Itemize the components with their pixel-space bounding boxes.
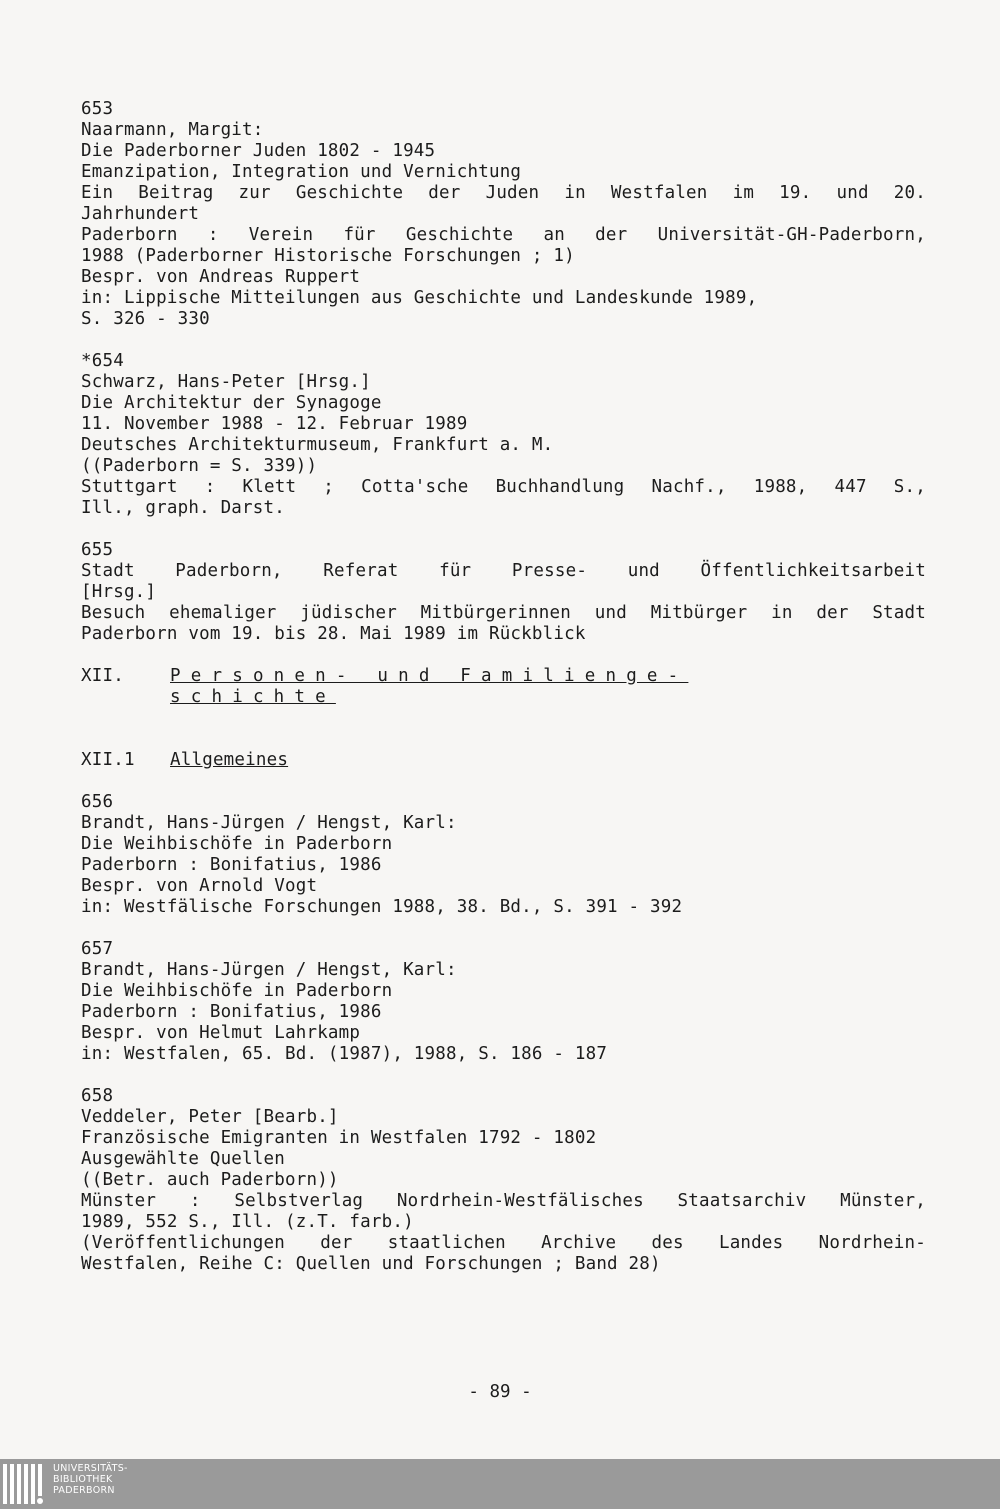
entry-number: 653 <box>81 99 114 119</box>
subsection-title: Allgemeines <box>170 750 289 770</box>
entry-line: Brandt, Hans-Jürgen / Hengst, Karl: <box>81 960 457 980</box>
logo-line: PADERBORN <box>53 1485 115 1496</box>
entry-line: Brandt, Hans-Jürgen / Hengst, Karl: <box>81 813 457 833</box>
entry-658 <box>81 1086 926 1275</box>
entry-line: Stuttgart : Klett ; Cotta'sche Buchhandlung Nachf., 1988, 447 S., <box>81 477 926 497</box>
entry-line: Veddeler, Peter [Bearb.] <box>81 1107 339 1127</box>
section-title <box>170 666 688 708</box>
entry-number: 658 <box>81 1086 114 1106</box>
page-number: - 89 - <box>468 1382 532 1402</box>
entry-line: Die Paderborner Juden 1802 - 1945 <box>81 141 436 161</box>
entry-line: Ausgewählte Quellen <box>81 1149 285 1169</box>
entry-line: [Hrsg.] <box>81 582 157 602</box>
entry-line: Paderborn : Verein für Geschichte an der Universität-GH-Paderborn, <box>81 225 926 245</box>
entry-657 <box>81 939 926 1065</box>
subsection-heading <box>81 750 926 771</box>
section-number: XII. <box>81 666 124 686</box>
entry-line: 1989, 552 S., Ill. (z.T. farb.) <box>81 1212 414 1232</box>
entry-line: in: Lippische Mitteilungen aus Geschichte und Landeskunde 1989, <box>81 288 758 308</box>
entry-line: (Veröffentlichungen der staatlichen Archive des Landes Nordrhein- <box>81 1233 926 1253</box>
entry-line: Stadt Paderborn, Referat für Presse- und Öffentlichkeitsarbeit <box>81 561 926 581</box>
entry-656 <box>81 792 926 918</box>
entry-line: Schwarz, Hans-Peter [Hrsg.] <box>81 372 371 392</box>
entry-line: Die Weihbischöfe in Paderborn <box>81 834 393 854</box>
entry-653 <box>81 99 926 330</box>
entry-line: Münster : Selbstverlag Nordrhein-Westfälisches Staatsarchiv Münster, <box>81 1191 926 1211</box>
entry-line: Naarmann, Margit: <box>81 120 264 140</box>
entry-number: *654 <box>81 351 124 371</box>
entry-line: Paderborn : Bonifatius, 1986 <box>81 1002 382 1022</box>
entry-line: Jahrhundert <box>81 204 200 224</box>
entry-line: in: Westfalen, 65. Bd. (1987), 1988, S. 186 - 187 <box>81 1044 608 1064</box>
section-title-line: Personen- und Familienge- <box>170 666 689 686</box>
entry-line: 1988 (Paderborner Historische Forschungen ; 1) <box>81 246 575 266</box>
entry-654 <box>81 351 926 519</box>
entry-number: 657 <box>81 939 114 959</box>
entry-line: Besuch ehemaliger jüdischer Mitbürgerinnen und Mitbürger in der Stadt <box>81 603 926 623</box>
entry-line: 11. November 1988 - 12. Februar 1989 <box>81 414 468 434</box>
entry-line: in: Westfälische Forschungen 1988, 38. Bd., S. 391 - 392 <box>81 897 683 917</box>
entry-line: Ein Beitrag zur Geschichte der Juden in Westfalen im 19. und 20. <box>81 183 926 203</box>
logo-line: BIBLIOTHEK <box>53 1474 113 1485</box>
entry-line: Französische Emigranten in Westfalen 1792 - 1802 <box>81 1128 597 1148</box>
library-logo-icon <box>3 1462 49 1506</box>
entry-line: Ill., graph. Darst. <box>81 498 285 518</box>
entry-number: 655 <box>81 540 114 560</box>
entry-line: Emanzipation, Integration und Vernichtung <box>81 162 522 182</box>
entry-line: ((Paderborn = S. 339)) <box>81 456 318 476</box>
entry-655 <box>81 540 926 645</box>
entry-line: S. 326 - 330 <box>81 309 210 329</box>
entry-line: Die Architektur der Synagoge <box>81 393 382 413</box>
entry-number: 656 <box>81 792 114 812</box>
library-logo-text <box>53 1463 128 1496</box>
entry-line: Paderborn : Bonifatius, 1986 <box>81 855 382 875</box>
bibliography-content <box>81 99 926 1296</box>
entry-line: Bespr. von Arnold Vogt <box>81 876 318 896</box>
entry-line: ((Betr. auch Paderborn)) <box>81 1170 339 1190</box>
entry-line: Deutsches Architekturmuseum, Frankfurt a. M. <box>81 435 554 455</box>
footer-bar <box>0 1459 1000 1509</box>
entry-line: Bespr. von Andreas Ruppert <box>81 267 361 287</box>
entry-line: Westfalen, Reihe C: Quellen und Forschungen ; Band 28) <box>81 1254 661 1274</box>
entry-line: Paderborn vom 19. bis 28. Mai 1989 im Rückblick <box>81 624 586 644</box>
entry-line: Die Weihbischöfe in Paderborn <box>81 981 393 1001</box>
entry-line: Bespr. von Helmut Lahrkamp <box>81 1023 361 1043</box>
section-title-line: schichte <box>170 687 336 707</box>
section-heading <box>81 666 926 708</box>
subsection-number: XII.1 <box>81 750 135 770</box>
logo-line: UNIVERSITÄTS- <box>53 1463 128 1474</box>
